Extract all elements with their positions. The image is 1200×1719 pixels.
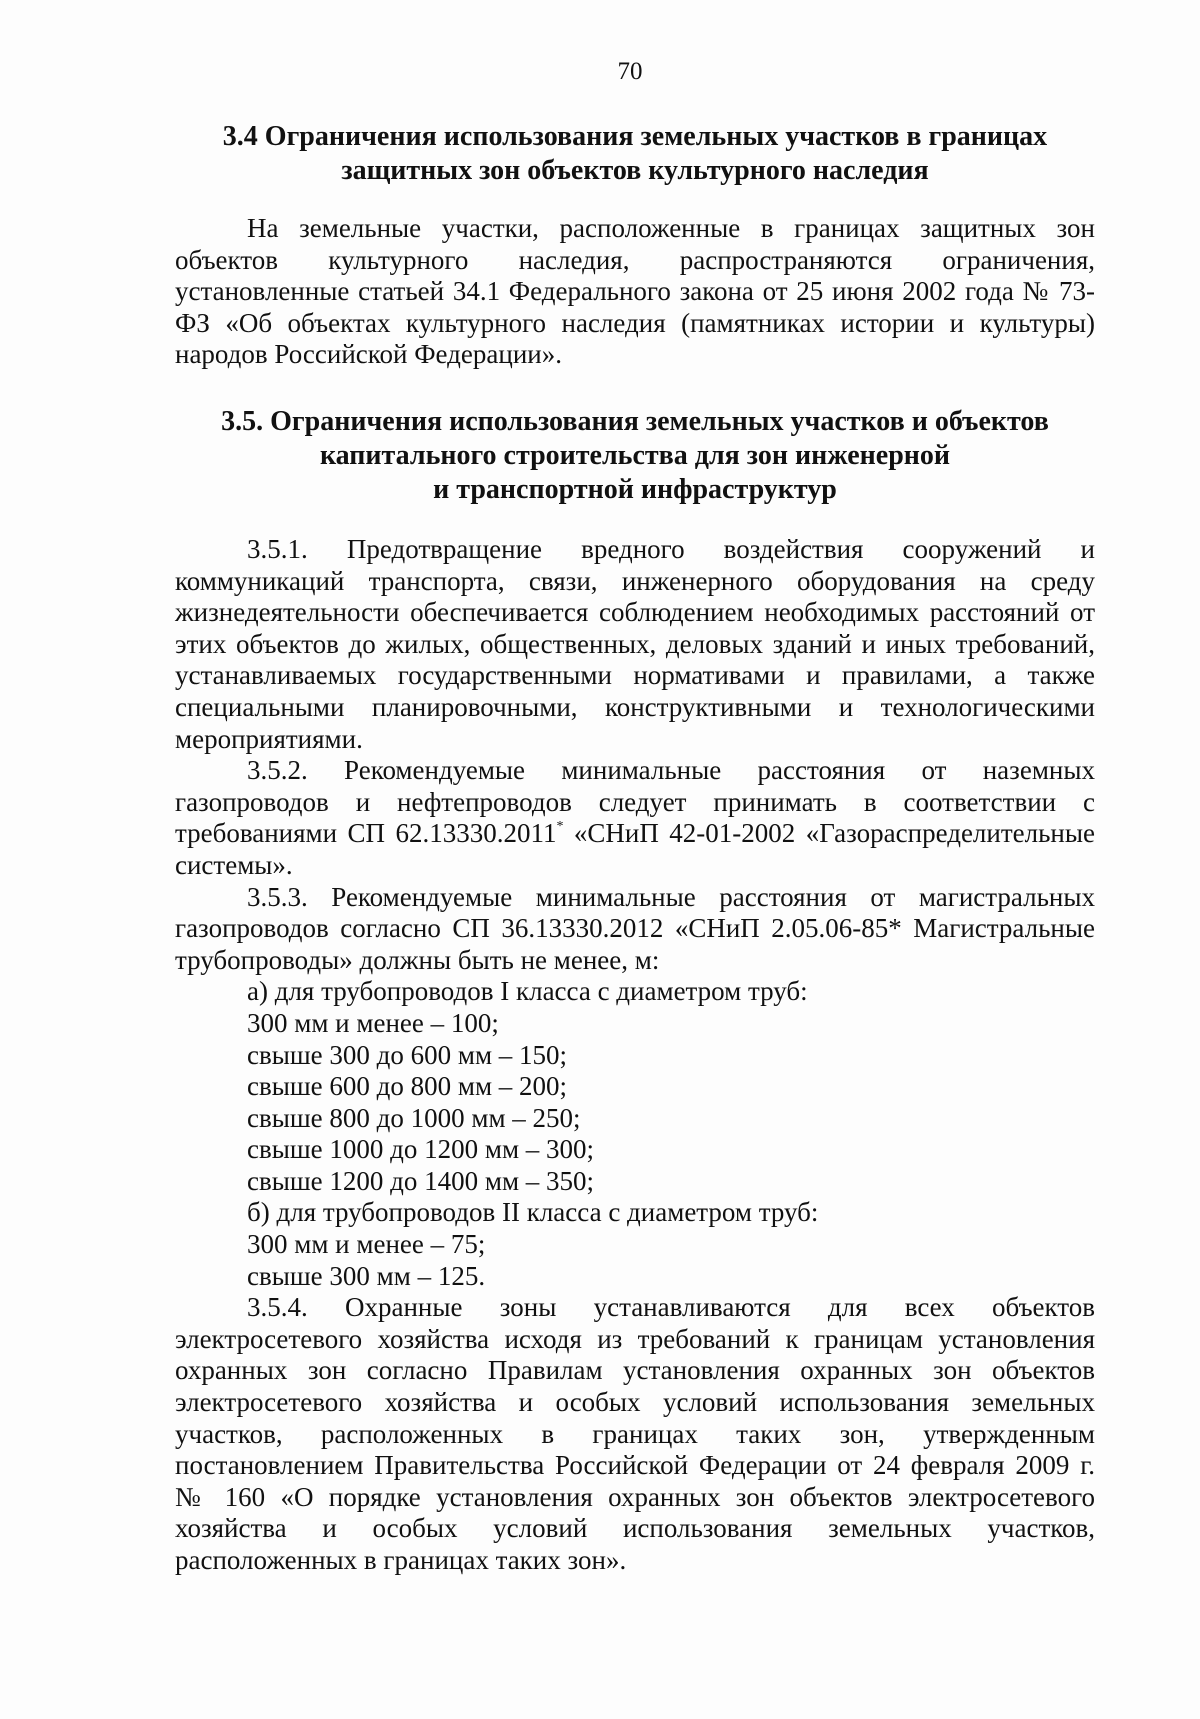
paragraph: На земельные участки, расположенные в границах защитных зон объектов культурного наследия, распространяются ограничения, установленные статьей 34.1 Федерального закона от 25 июня 2002 года № 73-ФЗ «Об объектах культурного наследия (памятниках истории и культуры) народов Российской Федерации». bbox=[175, 213, 1095, 370]
paragraph-text: «СНиП 42-01-2002 «Газораспределительные системы». bbox=[175, 818, 1095, 880]
list-item: свыше 1000 до 1200 мм – 300; bbox=[247, 1134, 595, 1165]
footnote-mark: * bbox=[556, 819, 564, 835]
heading-line: защитных зон объектов культурного наследия bbox=[341, 155, 929, 186]
paragraph-3-5-1: 3.5.1. Предотвращение вредного воздействия сооружений и коммуникаций транспорта, связи, инженерного оборудования на среду жизнедеятельности обеспечивается соблюдением необходимых расстояний от этих объектов до жилых, общественных, деловых зданий и иных требований, устанавливаемых государственными нормативами и правилами, а также специальными планировочными, конструктивными и технологическими мероприятиями. bbox=[175, 534, 1095, 754]
paragraph-3-5-3: 3.5.3. Рекомендуемые минимальные расстояния от магистральных газопроводов согласно СП 36.13330.2012 «СНиП 2.05.06-85* Магистральные трубопроводы» должны быть не менее, м: bbox=[175, 881, 1095, 975]
heading-line: капитального строительства для зон инженерной bbox=[319, 440, 951, 471]
paragraph-text: 3.5.2. Рекомендуемые минимальные расстояния от наземных газопроводов и нефтепроводов следует принимать в соответствии с требованиями СП 62.13330.2011 bbox=[175, 755, 1095, 849]
section-3-5-heading bbox=[175, 405, 1095, 507]
paragraph-3-5-4: 3.5.4. Охранные зоны устанавливаются для всех объектов электросетевого хозяйства исходя из требований к границам установления охранных зон согласно Правилам установления охранных зон объектов электросетевого хозяйства и особых условий использования земельных участков, расположенных в границах таких зон, утвержденным постановлением Правительства Российской Федерации от 24 февраля 2009 г. № 160 «О порядке установления охранных зон объектов электросетевого хозяйства и особых условий использования земельных участков, расположенных в границах таких зон». bbox=[175, 1292, 1095, 1575]
paragraph-3-5-2 bbox=[175, 755, 1095, 881]
heading-line: и транспортной инфраструктур bbox=[433, 474, 837, 505]
list-item: а) для трубопроводов I класса с диаметром труб: bbox=[247, 976, 808, 1007]
list-item: 300 мм и менее – 100; bbox=[247, 1007, 499, 1038]
heading-line: 3.4 Ограничения использования земельных участков в границах bbox=[222, 121, 1048, 152]
list-item: свыше 600 до 800 мм – 200; bbox=[247, 1071, 568, 1102]
page-number: 70 bbox=[617, 58, 643, 85]
list-item: 300 мм и менее – 75; bbox=[247, 1229, 486, 1260]
list-item: свыше 1200 до 1400 мм – 350; bbox=[247, 1165, 595, 1196]
list-item: свыше 300 мм – 125. bbox=[247, 1260, 486, 1291]
section-3-4-heading bbox=[175, 120, 1095, 188]
heading-line: 3.5. Ограничения использования земельных участков и объектов bbox=[221, 406, 1049, 437]
list-item: свыше 300 до 600 мм – 150; bbox=[247, 1039, 568, 1070]
section-3-5-body bbox=[175, 534, 1095, 1577]
section-3-4-body bbox=[175, 213, 1095, 371]
list-item: свыше 800 до 1000 мм – 250; bbox=[247, 1102, 581, 1133]
list-item: б) для трубопроводов II класса с диаметром труб: bbox=[247, 1197, 819, 1228]
